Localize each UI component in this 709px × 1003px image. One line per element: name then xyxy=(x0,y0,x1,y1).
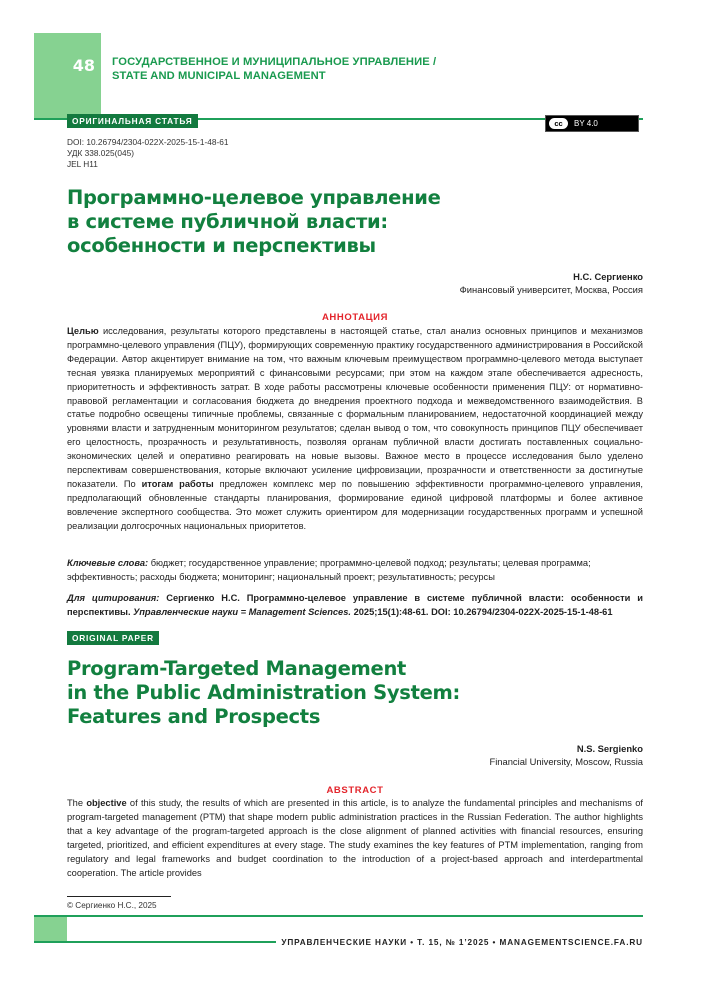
header-page-block xyxy=(34,33,101,118)
abstract-part: The xyxy=(67,798,87,808)
author-affiliation: Financial University, Moscow, Russia xyxy=(489,756,643,767)
footer-divider-bottom xyxy=(34,941,276,943)
annotation-lead: Целью xyxy=(67,326,99,336)
abstract-bold: objective xyxy=(86,798,127,808)
article-type-badge-ru: ОРИГИНАЛЬНАЯ СТАТЬЯ xyxy=(67,114,198,128)
author-block-ru xyxy=(460,270,643,296)
keywords xyxy=(67,557,643,585)
annotation-text xyxy=(67,325,643,534)
annotation-bold: итогам работы xyxy=(141,478,214,489)
title-line: in the Public Administration System: xyxy=(67,681,461,704)
section-title-en: STATE AND MUNICIPAL MANAGEMENT xyxy=(112,70,326,82)
keywords-list: бюджет; государственное управление; программно-целевой подход; результаты; целевая программа; эффективность; расходы бюджета; мониторинг; национальный проект; результативность; ресурсы xyxy=(67,558,591,582)
author-name: N.S. Sergienko xyxy=(576,743,643,754)
title-line: в системе публичной власти: xyxy=(67,210,388,233)
article-type-badge-en: ORIGINAL PAPER xyxy=(67,631,159,645)
footnote-divider xyxy=(67,896,171,897)
annotation-part: предложен комплекс мер по повышению эффективности программно-целевого управления, предполагающий обновленные стандарты планирования, формирование единой цифровой платформы и более активное вовлечение экспертного сообщества. Это может служить ориентиром для модернизации государственных программ и успешной реализации долгосрочных национальных приоритетов. xyxy=(67,478,643,531)
article-title-en xyxy=(67,657,460,729)
title-line: Программно-целевое управление xyxy=(67,186,441,209)
udk: УДК 338.025(045) xyxy=(67,148,135,158)
keywords-label: Ключевые слова: xyxy=(67,558,149,568)
copyright-footnote: © Сергиенко Н.С., 2025 xyxy=(67,901,157,910)
citation-label: Для цитирования: xyxy=(67,593,160,603)
section-title xyxy=(112,55,436,83)
annotation-heading: АННОТАЦИЯ xyxy=(321,312,389,323)
jel-code: JEL H11 xyxy=(67,159,98,169)
section-title-ru: ГОСУДАРСТВЕННОЕ И МУНИЦИПАЛЬНОЕ УПРАВЛЕНИЕ / xyxy=(112,56,437,68)
citation-text: Сергиенко Н.С. Программно-целевое управление в системе публичной власти: особенности и перспективы. xyxy=(67,593,643,617)
citation-text: 2025;15(1):48-61. DOI: 10.26794/2304-022X-2025-15-1-48-61 xyxy=(350,606,613,617)
citation-journal: Управленческие науки = Management Sciences. xyxy=(133,606,351,617)
abstract-text xyxy=(67,797,643,880)
license-badge[interactable] xyxy=(545,115,639,132)
title-line: особенности и перспективы xyxy=(67,234,376,257)
cc-icon: cc xyxy=(548,117,569,130)
footer-block xyxy=(34,917,67,941)
author-name: Н.С. Сергиенко xyxy=(573,271,643,282)
doi[interactable]: DOI: 10.26794/2304-022X-2025-15-1-48-61 xyxy=(67,137,229,147)
page-number: 48 xyxy=(72,56,95,75)
citation xyxy=(67,592,643,620)
title-line: Program-Targeted Management xyxy=(67,657,407,680)
author-block-en xyxy=(489,742,643,768)
journal-footer: УПРАВЛЕНЧЕСКИЕ НАУКИ • Т. 15, № 1’2025 • MANAGEMENTSCIENCE.FA.RU xyxy=(281,938,643,947)
title-line: Features and Prospects xyxy=(67,705,321,728)
article-metadata xyxy=(67,137,228,170)
abstract-heading: ABSTRACT xyxy=(326,785,384,796)
article-title-ru xyxy=(67,186,441,258)
author-affiliation: Финансовый университет, Москва, Россия xyxy=(459,284,643,295)
annotation-part: исследования, результаты которого представлены в настоящей статье, стал анализ основных принципов и механизмов программно-целевого управления (ПЦУ), формирующих современную практику государственного администрирования в Российской Федерации. Автор акцентирует внимание на том, что важным ключевым преимуществом программно-целевого метода выступает тесная увязка планируемых мероприятий с финансовыми ресурсами; при этом на каждом этапе обеспечивается адресность, приоритетность и эффективность затрат. В ходе работы рассмотрены ключевые особенности применения ПЦУ: от нормативно-правовой регламентации и согласования бюджета до внедрения проектного подхода и межведомственного взаимодействия. В статье подробно освещены типичные проблемы, связанные с формальным планированием, недостаточной координацией между уровнями власти и затрудненным мониторингом результатов; сделан вывод о том, что совокупность принципов ПЦУ обеспечивает его целостность, прозрачность и результативность, позволяя органам публичной власти достигать поставленных социально-экономических целей и оперативно реагировать на новые вызовы. Важное место в процессе исследования было уделено перспективам совершенствования, которые включают усиление цифровизации, прозрачности и ответственности за достигнутые показатели. По xyxy=(67,326,643,489)
abstract-part: of this study, the results of which are presented in this article, is to analyze the fundamental principles and mechanisms of program-targeted management (PTM) that shape modern public administration practices in the Russian Federation. The author highlights that a key advantage of the program-targeted approach is the close alignment of planned activities with financial resources, ensuring targeted, prioritized, and efficient expenditures at every stage. The study examines the key features of PTM implementation, ranging from regulatory and legal frameworks and budget coordination to the introduction of a project-based approach and interdepartmental cooperation. The article provides xyxy=(67,798,643,878)
license-text: BY 4.0 xyxy=(574,119,598,128)
footer-divider-top xyxy=(34,915,643,917)
